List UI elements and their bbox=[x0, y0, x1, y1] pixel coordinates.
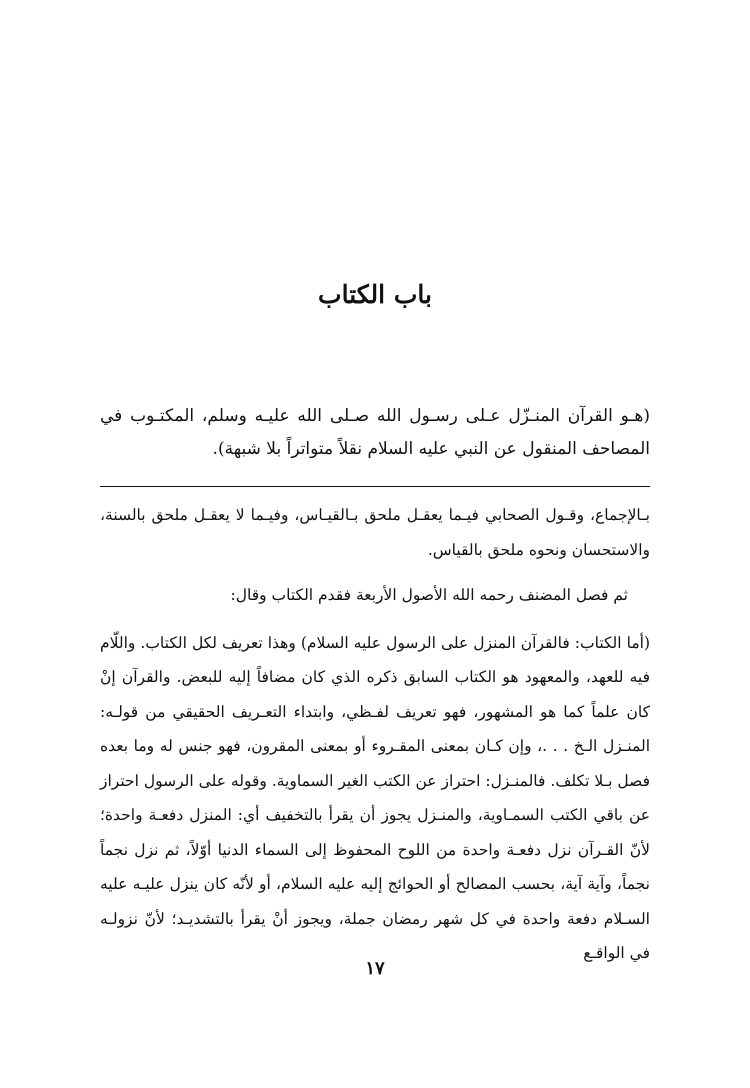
commentary-carryover: بـالإجماع، وقـول الصحابي فيـما يعقـل ملحق بـالقيـاس، وفيـما لا يعقـل ملحق بالسنة، والاستحسان ونحوه ملحق بالقياس. bbox=[100, 506, 650, 559]
separator-rule bbox=[100, 486, 650, 487]
chapter-title: باب الكتاب bbox=[318, 280, 432, 309]
matn-text: (هـو القرآن المنـزّل عـلى رسـول الله صـلى الله عليـه وسلم، المكتـوب في المصاحف المنقول عن النبي عليه السلام نقلاً متواتراً بلا شبهة). bbox=[100, 406, 650, 459]
commentary-explanation: (أما الكتاب: فالقرآن المنزل على الرسول عليه السلام) وهذا تعريف لكل الكتاب. واللّام فيه للعهد، والمعهود هو الكتاب السابق ذكره الذي كان مضافاً إليه للبعض. والقرآن إنْ كان علماً كما هو المشهور، فهو تعريف لفـظي، وابتداء التعـريف الحقيقي من قولـه: المنـزل الـخ . . .، وإن كـان بمعنى المقـروء أو بمعنى المقرون، فهو جنس له وما بعده فصل بـلا تكلف. فالمنـزل: احتراز عن الكتب الغير السماوية. وقوله على الرسول احتراز عن باقي الكتب السمـاوية، والمنـزل يجوز أن يقرأ بالتخفيف أي: المنزل دفعـة واحدة؛ لأنّ القـرآن نزل دفعـة واحدة من اللوح المحفوظ إلى السماء الدنيا أوّلاً، ثم نزل نجماً نجماً، وآية آية، بحسب المصالح أو الحوائج إليه عليه السلام، أو لأنّه كان ينزل عليـه عليه السـلام دفعة واحدة في كل شهر رمضان جملة، ويجوز أنْ يقرأ بالتشديـد؛ لأنّ نزولـه في الواقـع bbox=[100, 633, 650, 962]
commentary-intro: ثم فصل المضنف رحمه الله الأصول الأربعة فقدم الكتاب وقال: bbox=[230, 586, 628, 604]
commentary-block bbox=[100, 498, 650, 971]
page-number: ١٧ bbox=[365, 958, 385, 979]
